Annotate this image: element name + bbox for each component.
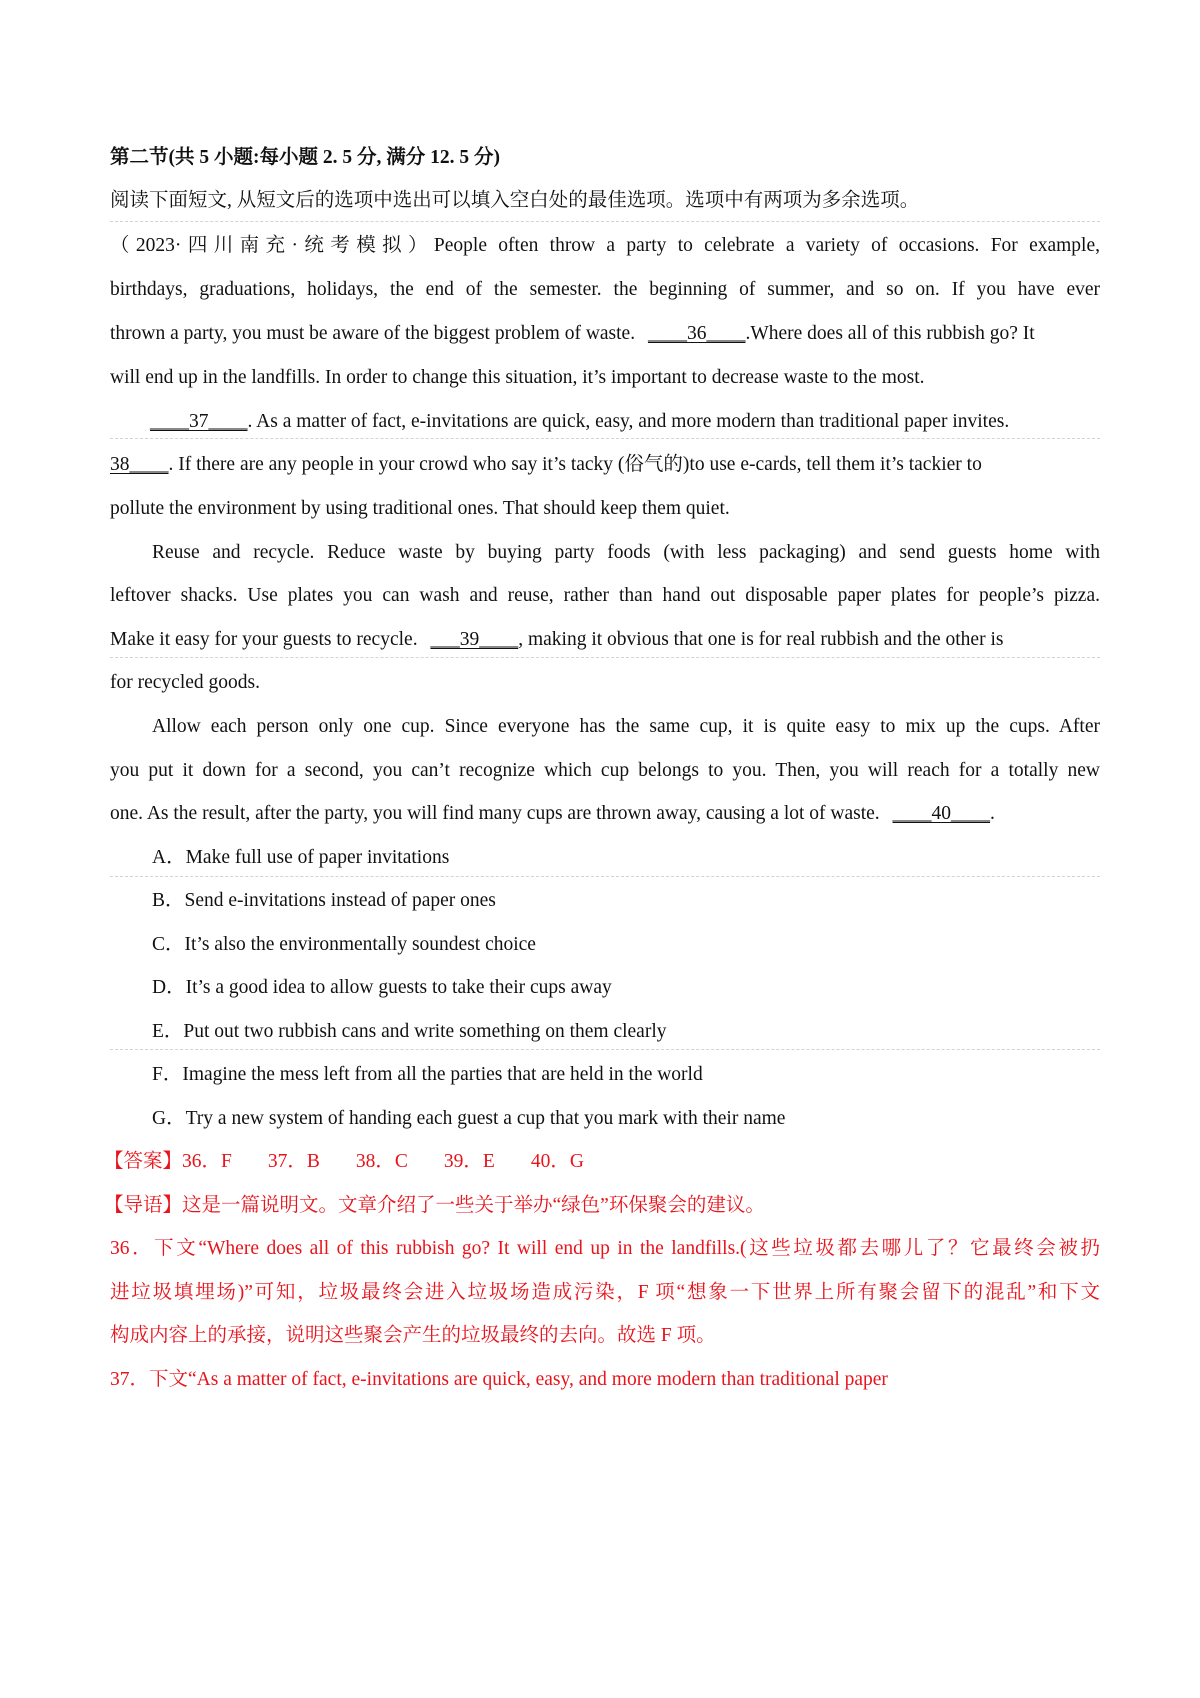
passage-line [110, 320, 1100, 348]
passage-line: Reuse and recycle. Reduce waste by buying party foods (with less packaging) and send guests home with [152, 542, 1100, 563]
option-c: C．It’s also the environmentally soundest choice [152, 934, 536, 955]
blank-38: 38____ [110, 454, 169, 475]
blank-40: ____40____ [892, 803, 991, 824]
dotted-rule [110, 657, 1100, 658]
dotted-rule [110, 1049, 1100, 1050]
passage-line: for recycled goods. [110, 672, 260, 693]
passage-line [110, 451, 1100, 479]
explanation-line: 37．下文“As a matter of fact, e-invitations are quick, easy, and more modern than traditional paper [110, 1369, 888, 1390]
passage-text: one. As the result, after the party, you will find many cups are thrown away, causing a lot of waste. [110, 803, 880, 824]
passage-text: . [990, 803, 995, 824]
passage-text: Make it easy for your guests to recycle. [110, 629, 418, 650]
answer-item: 37．B [267, 1151, 320, 1172]
passage-line: birthdays, graduations, holidays, the end of the semester. the beginning of summer, and so on. If you have ever [110, 279, 1100, 300]
explanation-line: 36．下文“Where does all of this rubbish go? It will end up in the landfills.(这些垃圾都去哪儿了？它最终会被扔 [110, 1238, 1100, 1259]
answer-item: 39．E [443, 1151, 495, 1172]
option-f: F．Imagine the mess left from all the parties that are held in the world [152, 1064, 703, 1085]
passage-line: （2023·四川南充·统考模拟）People often throw a party to celebrate a variety of occasions. For example, [110, 235, 1100, 256]
answer-item: 36．F [182, 1151, 232, 1172]
option-b: B．Send e-invitations instead of paper ones [152, 890, 496, 911]
guide-label: 【导语】 [104, 1195, 183, 1216]
blank-39: ___39____ [430, 629, 519, 650]
passage-line: will end up in the landfills. In order to change this situation, it’s important to decrease waste to the most. [110, 367, 925, 388]
passage-text: .Where does all of this rubbish go? It [745, 323, 1035, 344]
answer-label: 【答案】 [104, 1151, 183, 1172]
option-d: D．It’s a good idea to allow guests to take their cups away [152, 977, 612, 998]
dotted-rule [110, 221, 1100, 222]
passage-line: pollute the environment by using traditional ones. That should keep them quiet. [110, 498, 730, 519]
option-e: E．Put out two rubbish cans and write something on them clearly [152, 1021, 667, 1042]
option-g: G．Try a new system of handing each guest a cup that you mark with their name [152, 1108, 786, 1129]
passage-text: , making it obvious that one is for real rubbish and the other is [518, 629, 1004, 650]
explanation-line: 进垃圾填埋场)”可知，垃圾最终会进入垃圾场造成污染，F 项“想象一下世界上所有聚会留下的混乱”和下文 [110, 1282, 1100, 1303]
guide-line [104, 1192, 1094, 1220]
explanation-line: 构成内容上的承接，说明这些聚会产生的垃圾最终的去向。故选 F 项。 [110, 1325, 716, 1346]
passage-text: thrown a party, you must be aware of the biggest problem of waste. [110, 323, 636, 344]
passage-line: Allow each person only one cup. Since everyone has the same cup, it is quite easy to mix up the cups. After [152, 716, 1100, 737]
passage-text: . As a matter of fact, e-invitations are quick, easy, and more modern than traditional paper invites. [247, 411, 1010, 432]
passage-text: . If there are any people in your crowd who say it’s tacky (俗气的)to use e-cards, tell them it’s tackier to [168, 454, 982, 475]
dotted-rule [110, 438, 1100, 439]
answer-item: 38．C [355, 1151, 408, 1172]
passage-line: you put it down for a second, you can’t recognize which cup belongs to you. Then, you will reach for a totally new [110, 760, 1100, 781]
passage-line [110, 626, 1100, 654]
guide-text: 这是一篇说明文。文章介绍了一些关于举办“绿色”环保聚会的建议。 [182, 1195, 765, 1216]
section-header: 第二节(共 5 小题:每小题 2. 5 分, 满分 12. 5 分) [110, 147, 500, 168]
passage-line [110, 408, 1100, 436]
answer-item: 40．G [530, 1151, 584, 1172]
dotted-rule [110, 876, 1100, 877]
answer-line [104, 1148, 1094, 1176]
option-a: A．Make full use of paper invitations [152, 847, 450, 868]
blank-37: ____37____ [150, 411, 248, 432]
passage-line [110, 800, 1100, 828]
passage-line: leftover shacks. Use plates you can wash and reuse, rather than hand out disposable paper plates for people’s pizza. [110, 585, 1100, 606]
instruction-text: 阅读下面短文, 从短文后的选项中选出可以填入空白处的最佳选项。选项中有两项为多余选项。 [110, 190, 920, 211]
blank-36: ____36____ [647, 323, 746, 344]
